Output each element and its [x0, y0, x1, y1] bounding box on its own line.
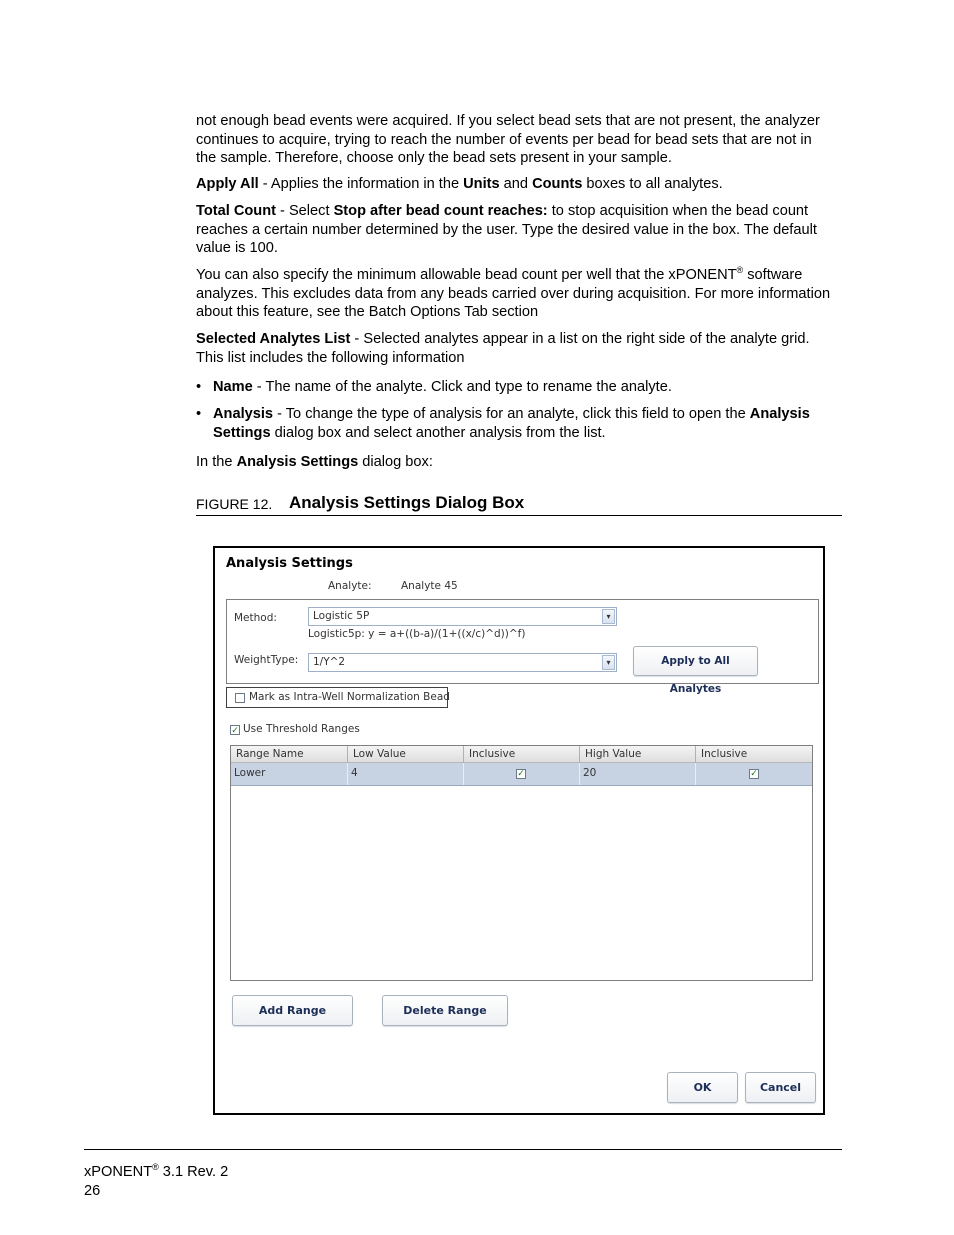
col-high-inclusive[interactable]: Inclusive [701, 748, 748, 760]
bullet-analysis [196, 405, 836, 442]
normalization-bead-option[interactable] [226, 687, 448, 708]
table-row[interactable] [231, 763, 812, 786]
footer-version: 3.1 Rev. 2 [158, 1164, 229, 1180]
method-dropdown[interactable] [308, 607, 617, 626]
paragraph-selected-analytes [196, 330, 836, 367]
analysis-settings-term: Analysis Settings [236, 454, 359, 470]
high-inclusive-checkbox[interactable]: ✓ [750, 769, 758, 779]
analyte-label: Analyte: [328, 580, 372, 592]
bullet-name [196, 378, 836, 397]
high-value-cell[interactable]: 20 [580, 763, 696, 785]
delete-range-button[interactable]: Delete Range [382, 995, 508, 1026]
low-inclusive-checkbox[interactable]: ✓ [517, 769, 525, 779]
total-count-text-end: to stop acquisition when the bead count reaches a certain number determined by the user. Type the desired value in the box. The default value is 100. [196, 203, 817, 256]
name-term: Name [213, 379, 253, 395]
apply-to-all-analytes-button[interactable]: Apply to All Analytes [633, 646, 758, 676]
p4-text-end: software analyzes. This excludes data from any beads carried over during acquisition. For more information about this feature, see the Batch Options Tab section [196, 267, 831, 320]
threshold-ranges-grid [230, 745, 813, 981]
high-inclusive-cell[interactable] [696, 763, 812, 785]
normalization-checkbox[interactable] [235, 693, 245, 703]
footer-rule [84, 1149, 842, 1150]
cancel-button[interactable]: Cancel [745, 1072, 816, 1103]
p7-text: In the [196, 454, 237, 470]
paragraph-apply-all [196, 175, 836, 194]
footer-product [84, 1163, 228, 1181]
and-text: and [499, 176, 533, 192]
analysis-settings-dialog [213, 546, 825, 1115]
col-high-value[interactable]: High Value [580, 746, 696, 763]
analysis-settings-term: Analysis Settings [213, 406, 810, 441]
chevron-down-icon[interactable]: ▾ [602, 655, 615, 670]
range-name-cell[interactable]: Lower [231, 763, 348, 785]
weight-type-dropdown[interactable] [308, 653, 617, 672]
paragraph-in-dialog [196, 453, 836, 472]
analyte-value: Analyte 45 [401, 580, 458, 592]
method-value: Logistic 5P [313, 610, 370, 622]
dialog-title: Analysis Settings [226, 556, 353, 571]
paragraph-minimum-bead-count [196, 266, 836, 322]
low-value-cell[interactable]: 4 [348, 763, 464, 785]
col-range-name[interactable]: Range Name [231, 746, 348, 763]
selected-analytes-term: Selected Analytes List [196, 331, 351, 347]
method-formula: Logistic5p: y = a+((b-a)/(1+((x/c)^d))^f) [308, 628, 526, 640]
add-range-button[interactable]: Add Range [232, 995, 353, 1026]
threshold-checkbox[interactable]: ✓ [231, 725, 239, 735]
registered-mark: ® [736, 265, 744, 276]
threshold-label: Use Threshold Ranges [243, 723, 360, 735]
ok-button[interactable]: OK [667, 1072, 738, 1103]
footer-product-name: xPONENT [84, 1164, 153, 1180]
apply-all-text-end: boxes to all analytes. [582, 176, 723, 192]
apply-all-term: Apply All [196, 176, 259, 192]
bullet-dot: • [196, 379, 202, 395]
counts-term: Counts [532, 176, 583, 192]
weight-type-label: WeightType: [234, 654, 299, 666]
page-number: 26 [84, 1183, 101, 1199]
units-term: Units [463, 176, 500, 192]
weight-type-value: 1/Y^2 [313, 656, 346, 668]
apply-all-text: - Applies the information in the [258, 176, 464, 192]
figure-label: FIGURE 12. [196, 496, 273, 512]
method-label: Method: [234, 612, 277, 624]
analysis-text: - To change the type of analysis for an analyte, click this field to open the [273, 406, 750, 422]
figure-caption [196, 493, 842, 516]
low-inclusive-cell[interactable] [464, 763, 580, 785]
paragraph-total-count [196, 202, 836, 258]
name-text: - The name of the analyte. Click and type to rename the analyte. [252, 379, 672, 395]
total-count-term: Total Count [196, 203, 276, 219]
normalization-label: Mark as Intra-Well Normalization Bead [249, 691, 450, 703]
col-low-value[interactable]: Low Value [348, 746, 464, 763]
grid-header [231, 746, 812, 763]
total-count-text: - Select [275, 203, 334, 219]
figure-title: Analysis Settings Dialog Box [289, 493, 525, 512]
col-low-inclusive[interactable]: Inclusive [464, 746, 580, 763]
p4-text: You can also specify the minimum allowable bead count per well that the xPONENT [196, 267, 737, 283]
selected-analytes-text: - Selected analytes appear in a list on the right side of the analyte grid. This list includes the following information [196, 331, 810, 366]
analysis-text-end: dialog box and select another analysis from the list. [270, 424, 606, 441]
stop-after-term: Stop after bead count reaches: [333, 203, 548, 219]
analysis-term: Analysis [213, 406, 274, 422]
p7-text-end: dialog box: [358, 454, 433, 470]
bullet-dot: • [196, 406, 202, 422]
paragraph-bead-events: not enough bead events were acquired. If you select bead sets that are not present, the analyzer continues to acquire, trying to reach the number of events per bead for bead sets that are not in the sample. Therefore, choose only the bead sets present in your sample. [196, 113, 820, 166]
chevron-down-icon[interactable]: ▾ [602, 609, 615, 624]
method-group [226, 599, 819, 695]
footer-registered-mark: ® [152, 1162, 159, 1173]
